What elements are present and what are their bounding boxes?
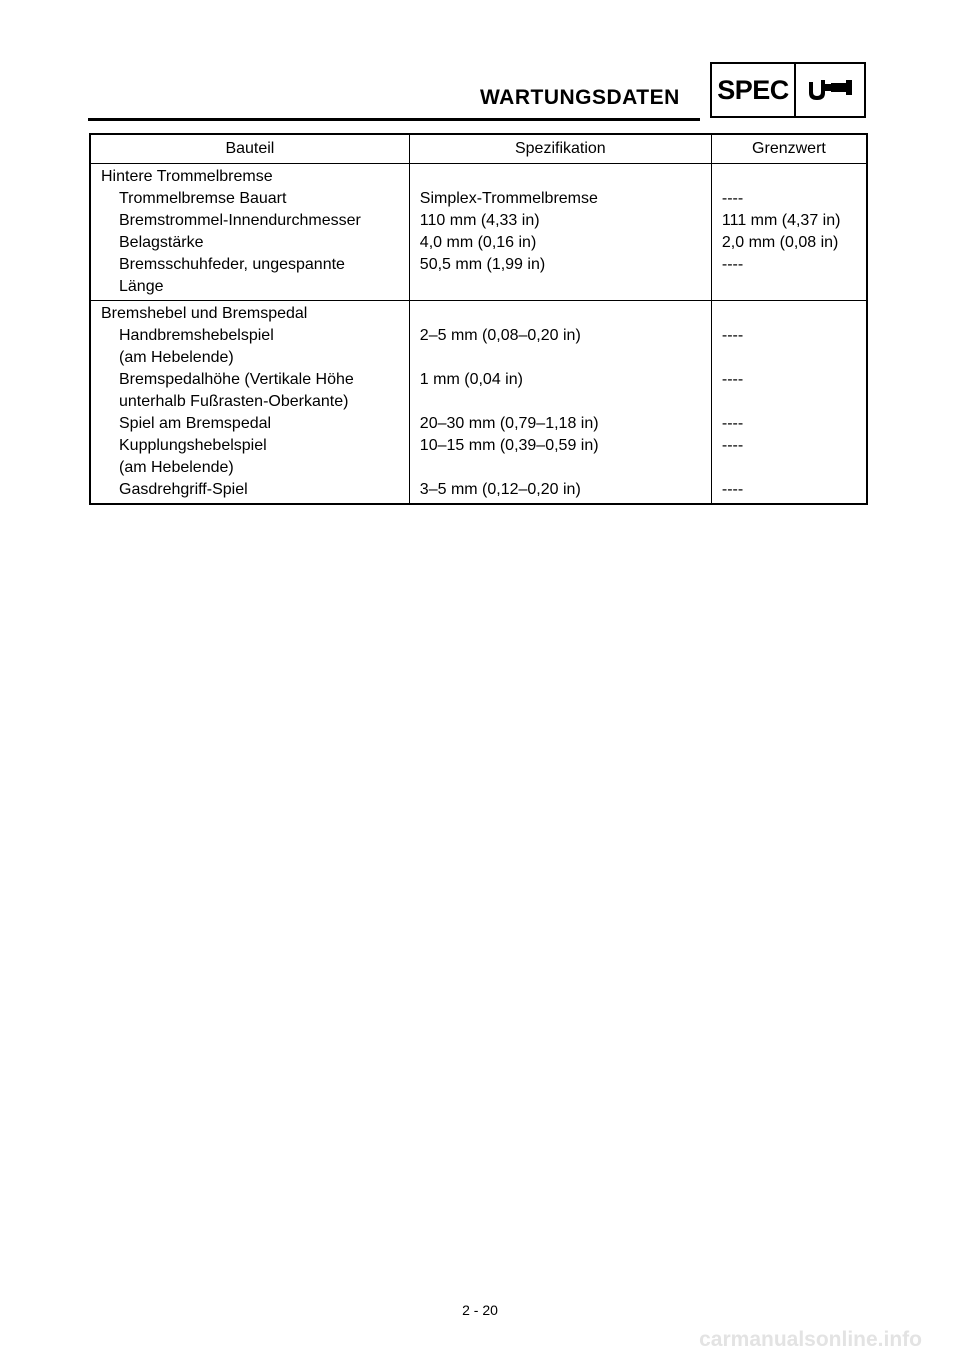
part-line-1: Kupplungshebelspiel	[119, 437, 267, 454]
title-rule	[88, 118, 700, 121]
part-cell	[90, 325, 409, 369]
spec-badge	[710, 62, 866, 118]
part-cell: Gasdrehgriff-Spiel	[119, 481, 248, 498]
limit-cell: ----	[711, 188, 867, 210]
part-cell	[90, 369, 409, 413]
table-row	[90, 232, 867, 254]
spec-cell: 4,0 mm (0,16 in)	[409, 232, 711, 254]
part-cell: Spiel am Bremspedal	[119, 415, 272, 432]
group-heading: Hintere Trommelbremse	[101, 168, 273, 185]
limit-cell: 111 mm (4,37 in)	[711, 210, 867, 232]
column-header-spec: Spezifikation	[409, 134, 711, 164]
column-header-part: Bauteil	[90, 134, 409, 164]
part-line-2: (am Hebelende)	[119, 459, 234, 476]
spec-cell: 1 mm (0,04 in)	[409, 369, 711, 413]
group-rear-drum-brake	[90, 164, 867, 301]
limit-cell: 2,0 mm (0,08 in)	[711, 232, 867, 254]
table-row	[90, 413, 867, 435]
part-cell: Trommelbremse Bauart	[119, 190, 287, 207]
limit-cell: ----	[711, 325, 867, 369]
part-cell: Bremstrommel-Innendurchmesser	[119, 212, 361, 229]
part-line-2: unterhalb Fußrasten-Oberkante)	[119, 393, 349, 410]
group-brake-lever-pedal	[90, 301, 867, 505]
page-number: 2 - 20	[462, 1302, 498, 1318]
part-cell	[90, 435, 409, 479]
part-line-2: (am Hebelende)	[119, 349, 234, 366]
table-row	[90, 188, 867, 210]
spec-label: SPEC	[712, 64, 796, 116]
spec-cell: Simplex-Trommelbremse	[409, 188, 711, 210]
limit-cell: ----	[711, 254, 867, 301]
column-header-limit: Grenzwert	[711, 134, 867, 164]
part-line-1: Bremsschuhfeder, ungespannte	[119, 256, 345, 273]
part-line-1: Handbremshebelspiel	[119, 327, 274, 344]
spec-cell: 10–15 mm (0,39–0,59 in)	[409, 435, 711, 479]
table-row	[90, 479, 867, 504]
part-line-2: Länge	[119, 278, 164, 295]
table-row	[90, 210, 867, 232]
wrench-icon	[796, 64, 864, 116]
page-title: WARTUNGSDATEN	[480, 86, 680, 109]
part-cell	[90, 254, 409, 301]
table-row	[90, 369, 867, 413]
watermark: carmanualsonline.info	[699, 1328, 922, 1351]
group-heading-row	[90, 164, 867, 189]
limit-cell: ----	[711, 435, 867, 479]
group-heading-row	[90, 301, 867, 326]
table-row	[90, 325, 867, 369]
table-row	[90, 435, 867, 479]
limit-cell: ----	[711, 369, 867, 413]
group-heading: Bremshebel und Bremspedal	[101, 305, 308, 322]
spec-cell: 3–5 mm (0,12–0,20 in)	[409, 479, 711, 504]
spec-cell: 2–5 mm (0,08–0,20 in)	[409, 325, 711, 369]
spec-table	[89, 133, 868, 505]
spec-cell: 20–30 mm (0,79–1,18 in)	[409, 413, 711, 435]
part-cell: Belagstärke	[119, 234, 204, 251]
table-row	[90, 254, 867, 301]
table-header-row	[90, 134, 867, 164]
limit-cell: ----	[711, 413, 867, 435]
spec-cell: 110 mm (4,33 in)	[409, 210, 711, 232]
limit-cell: ----	[711, 479, 867, 504]
part-line-1: Bremspedalhöhe (Vertikale Höhe	[119, 371, 354, 388]
spec-cell: 50,5 mm (1,99 in)	[409, 254, 711, 301]
